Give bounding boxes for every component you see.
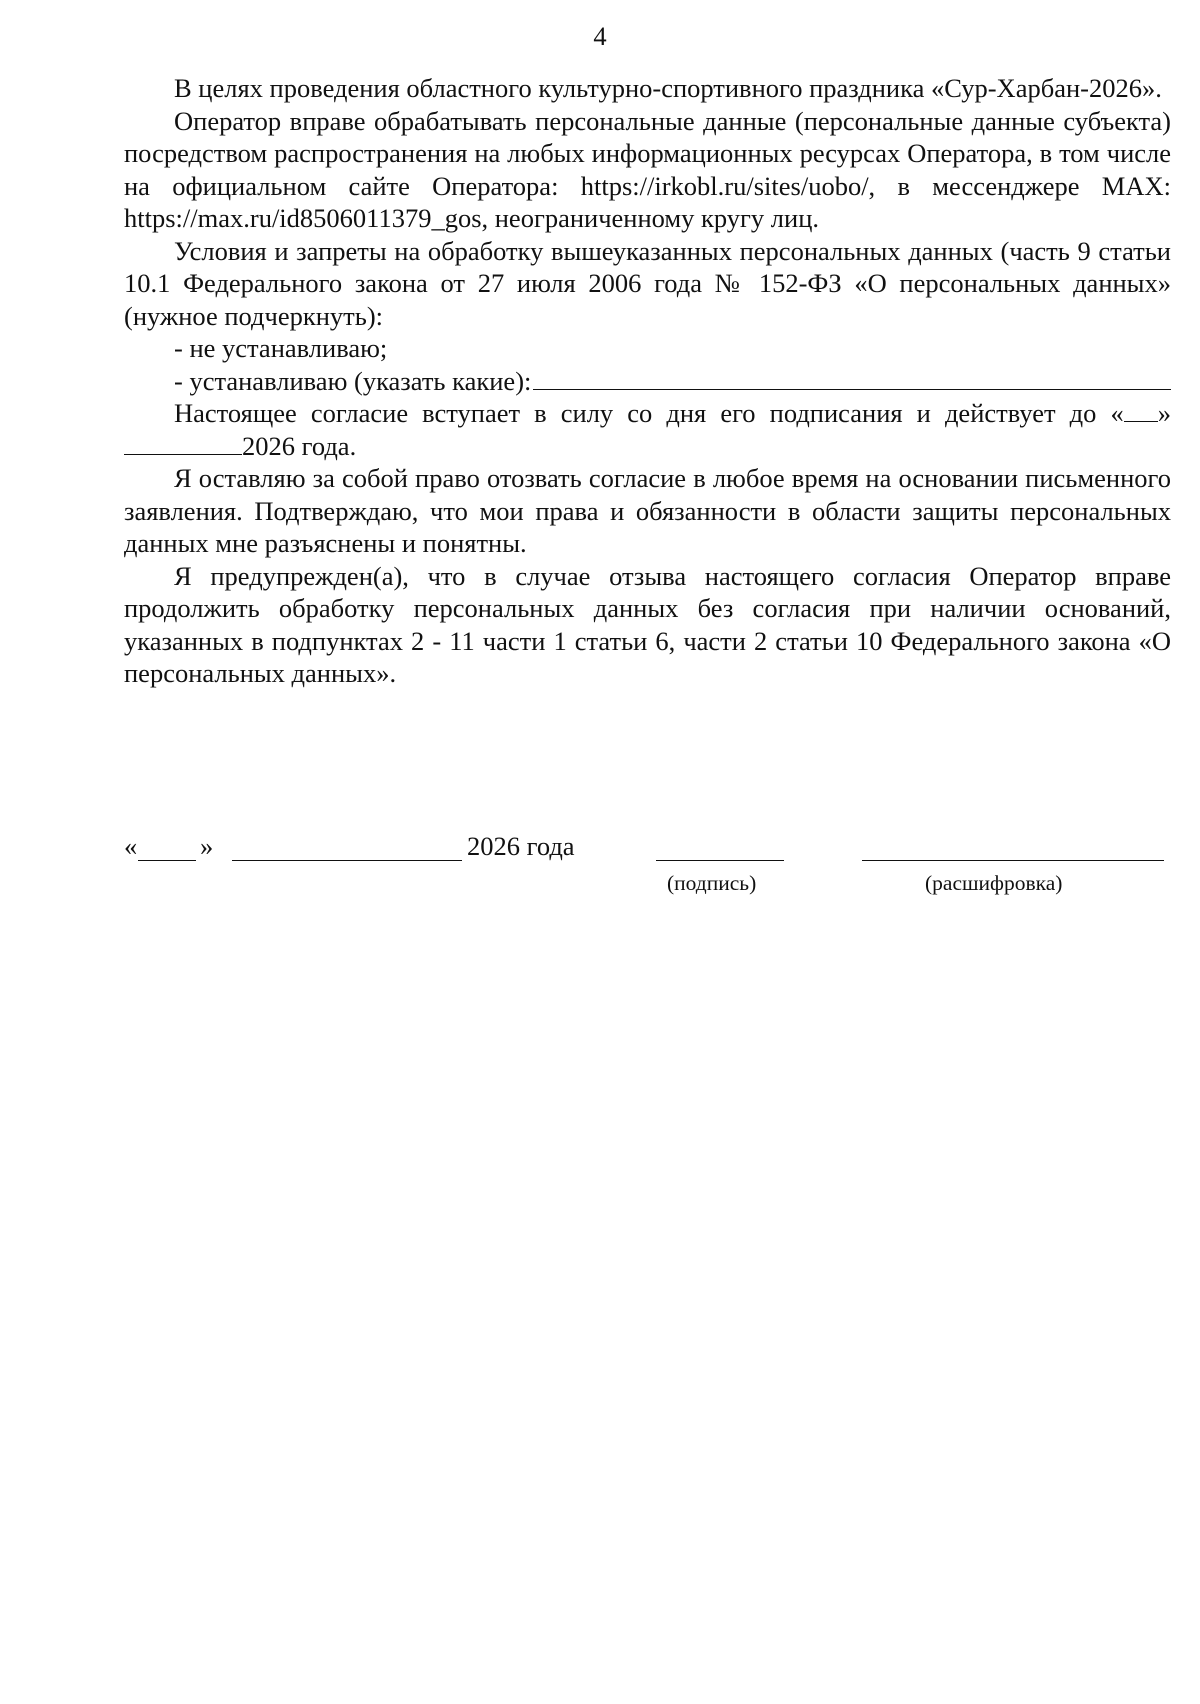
option-some-row	[124, 365, 1171, 398]
signature-quote-close: »	[200, 831, 214, 861]
page-number: 4	[593, 21, 607, 51]
decoding-blank[interactable]	[862, 860, 1164, 861]
distribution-paragraph: Оператор вправе обрабатывать персональные данные (персональные данные субъекта) посредством распространения на любых информационных ресурсах Оператора, в том числе на официальном сайте Оператора: https://irkobl.ru/sites/uobo/, в мессенджере MAX: https://max.ru/id8506011379_gos, неограниченному кругу лиц.	[124, 105, 1171, 233]
validity-text: Настоящее согласие вступает в силу со дня его подписания и действует до	[174, 398, 1097, 428]
conditions-paragraph: Условия и запреты на обработку вышеуказанных персональных данных (часть 9 статьи 10.1 Федерального закона от 27 июля 2006 года № 152-ФЗ «О персональных данных» (нужное подчеркнуть):	[124, 235, 1171, 331]
consent-body	[124, 72, 1171, 690]
signature-day-blank[interactable]	[138, 860, 196, 861]
revoke-paragraph: Я оставляю за собой право отозвать согласие в любое время на основании письменного заявления. Подтверждаю, что мои права и обязанности в области защиты персональных данных мне разъяснены и понятны.	[124, 463, 1171, 558]
option-none: - не устанавливаю;	[174, 333, 388, 363]
validity-year: 2026 года.	[242, 430, 357, 461]
signature-year: 2026 года	[467, 831, 575, 861]
signature-blank[interactable]	[656, 860, 784, 861]
decoding-caption: (расшифровка)	[925, 871, 1063, 895]
validity-month-blank[interactable]	[124, 430, 242, 455]
validity-day-blank[interactable]	[1124, 397, 1158, 422]
validity-quote-close: »	[1157, 398, 1172, 428]
signature-month-blank[interactable]	[232, 860, 462, 861]
validity-paragraph	[124, 397, 1171, 462]
purpose-paragraph: В целях проведения областного культурно-спортивного праздника «Сур-Харбан-2026».	[174, 73, 1162, 103]
option-some-label: - устанавливаю (указать какие):	[174, 365, 532, 396]
validity-quote-open: «	[1110, 398, 1124, 428]
signature-quote-open: «	[124, 831, 138, 861]
warning-paragraph: Я предупрежден(а), что в случае отзыва настоящего согласия Оператор вправе продолжить обработку персональных данных без согласия при наличии оснований, указанных в подпунктах 2 - 11 части 1 статьи 6, части 2 статьи 10 Федерального закона «О персональных данных».	[124, 560, 1171, 688]
signature-row	[124, 830, 1171, 870]
restrictions-blank-line[interactable]	[533, 365, 1171, 390]
signature-caption: (подпись)	[667, 871, 757, 895]
